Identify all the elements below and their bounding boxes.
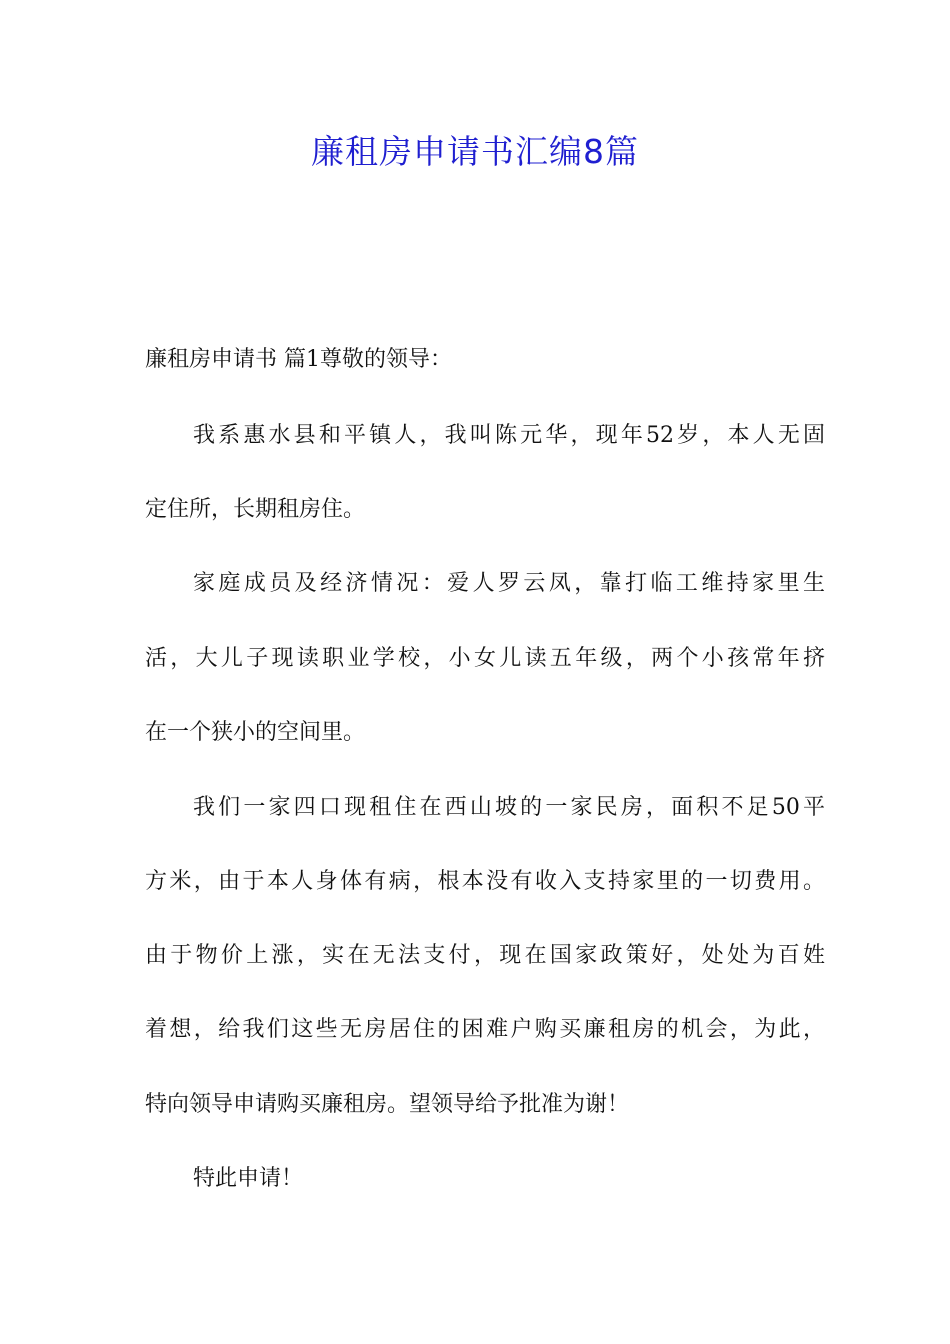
paragraph-line: 定住所，长期租房住。 <box>145 497 366 522</box>
paragraph-line: 家庭成员及经济情况：爱人罗云凤，靠打临工维持家里生 <box>193 571 825 596</box>
salutation-line: 廉租房申请书 篇1尊敬的领导： <box>145 347 452 372</box>
document-title: 廉租房申请书汇编8篇 <box>311 132 639 171</box>
paragraph-line: 着想，给我们这些无房居住的困难户购买廉租房的机会，为此， <box>145 1017 825 1042</box>
paragraph-line: 我系惠水县和平镇人，我叫陈元华，现年52岁，本人无固 <box>193 423 825 448</box>
paragraph-line: 在一个狭小的空间里。 <box>145 720 366 745</box>
closing-line: 特此申请！ <box>193 1166 304 1191</box>
paragraph-line: 我们一家四口现租住在西山坡的一家民房，面积不足50平 <box>193 795 825 820</box>
paragraph-line: 特向领导申请购买廉租房。望领导给予批准为谢！ <box>145 1092 630 1117</box>
paragraph-line: 由于物价上涨，实在无法支付，现在国家政策好，处处为百姓 <box>145 943 825 968</box>
paragraph-line: 方米，由于本人身体有病，根本没有收入支持家里的一切费用。 <box>145 869 825 894</box>
paragraph-line: 活，大儿子现读职业学校，小女儿读五年级，两个小孩常年挤 <box>145 646 825 671</box>
